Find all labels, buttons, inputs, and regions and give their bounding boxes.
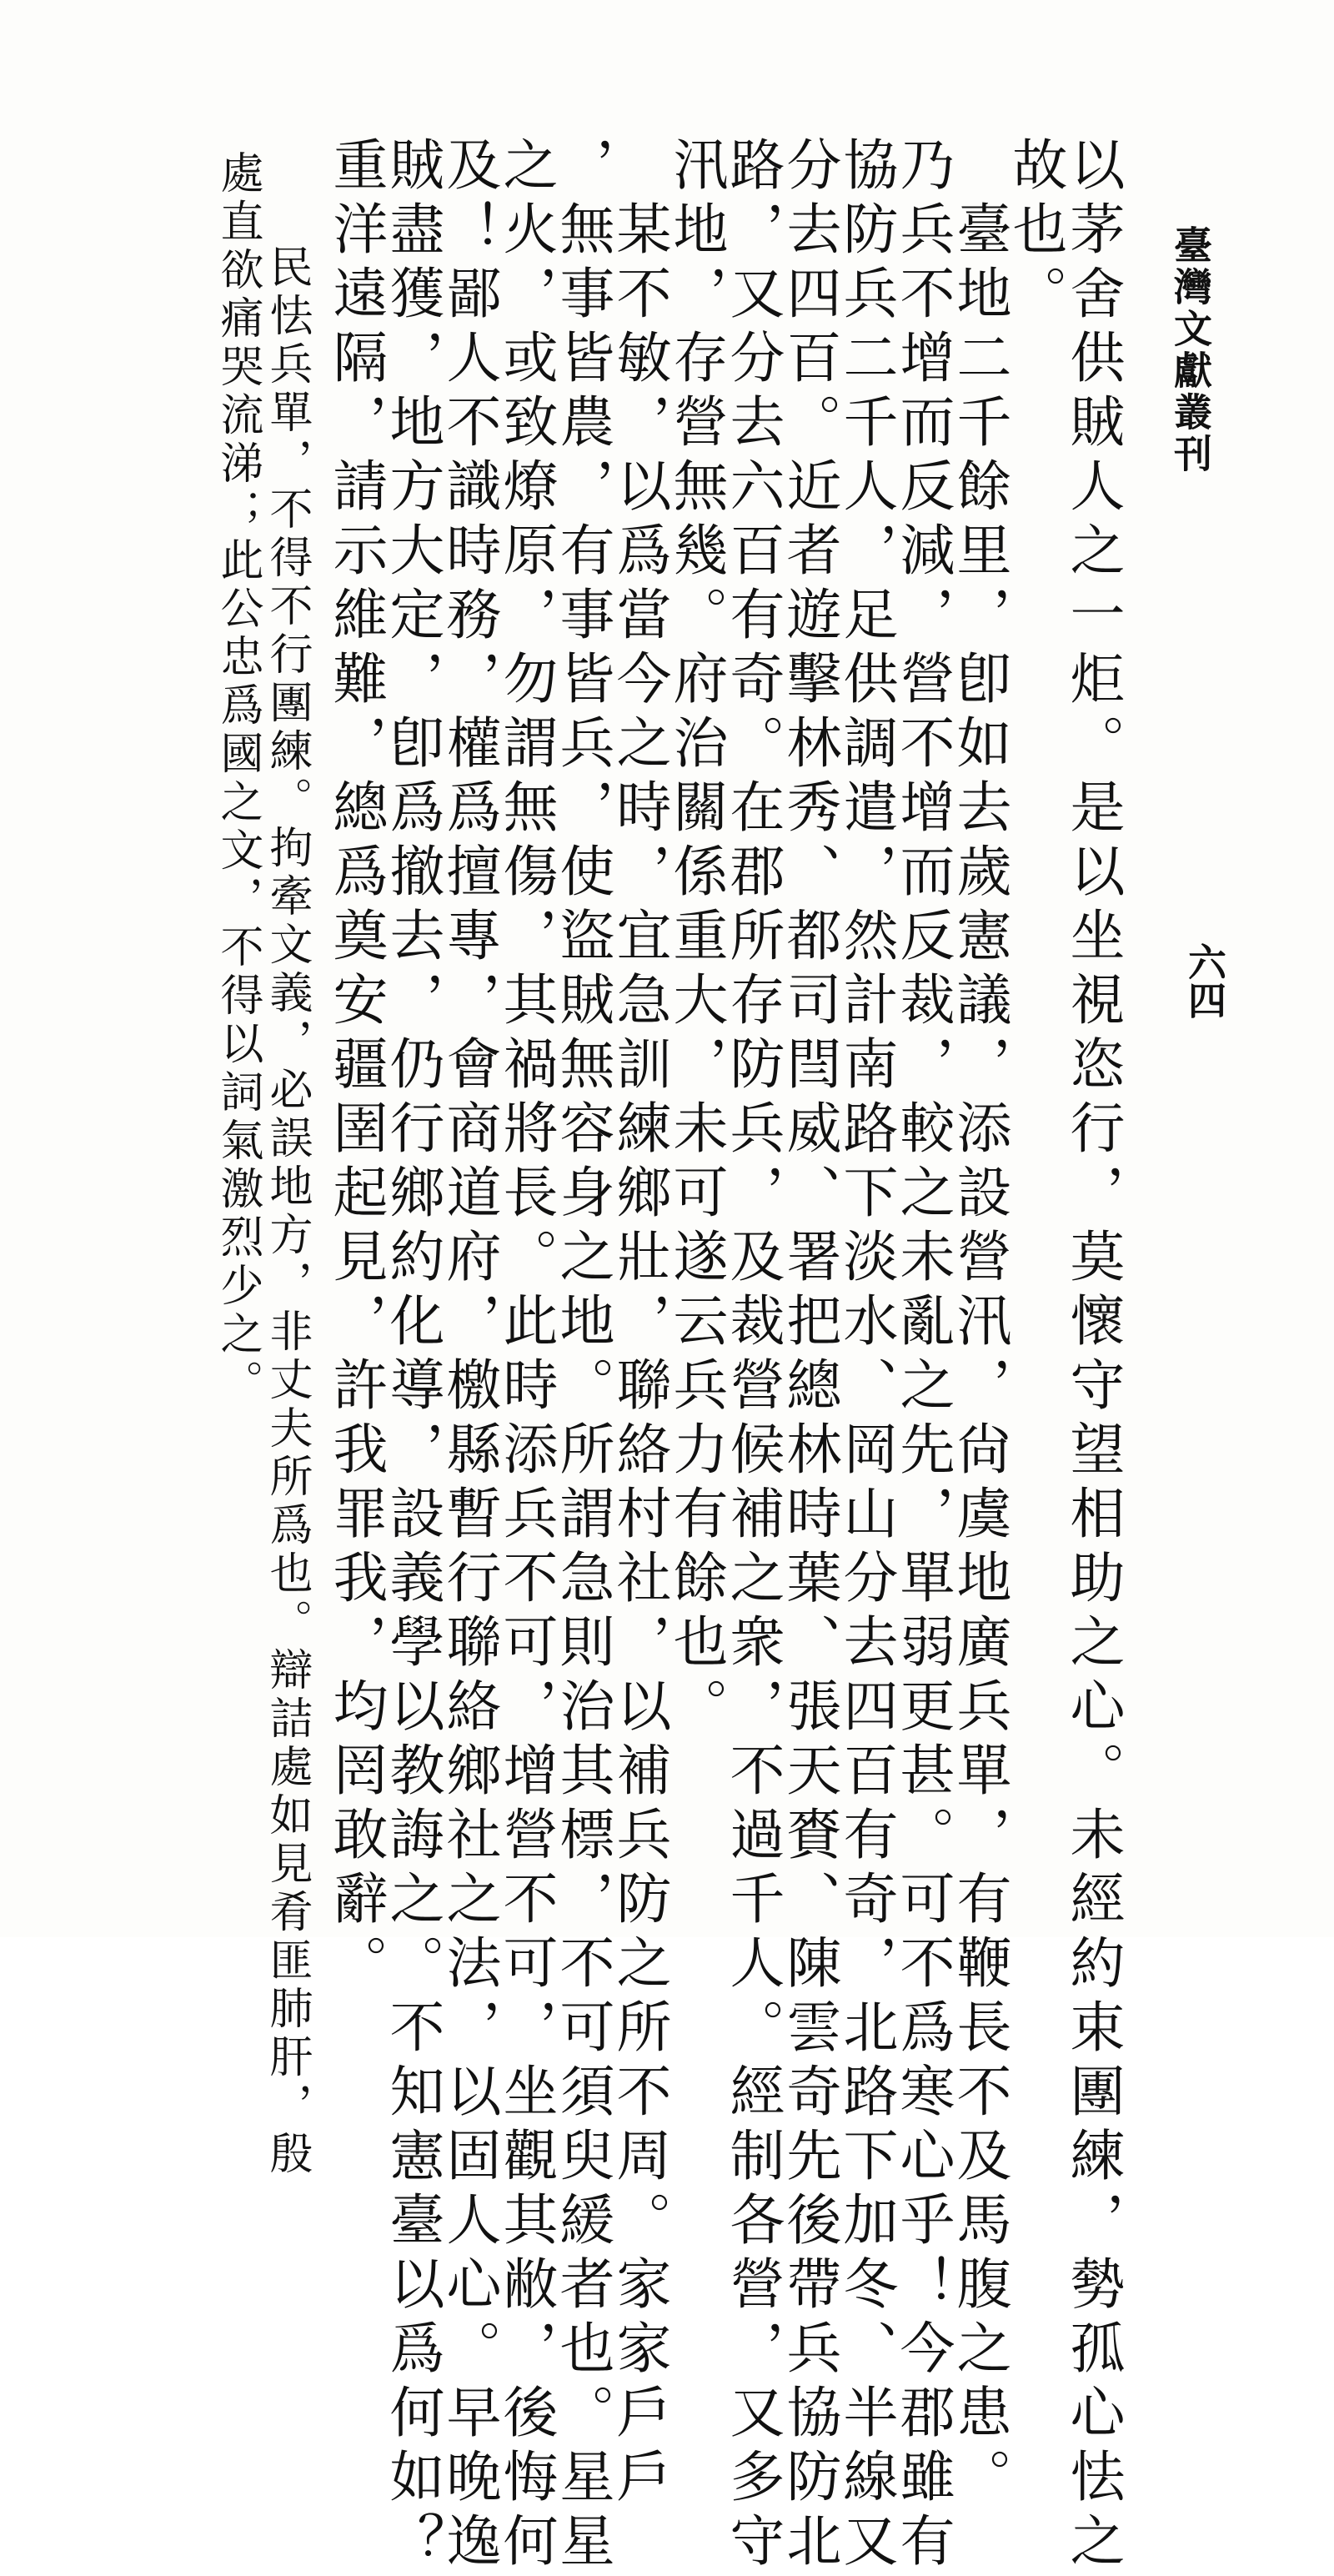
text-column: 以茅舍供賊人之一炬。是以坐視恣行，莫懷守望相助之心。未經約束團練，勢孤心怯之	[1061, 136, 1125, 2576]
text-column: 之火，或致燎原，勿謂無傷，其禍將長。此時添兵不可，增營不可，坐觀其敝，後悔何	[494, 136, 558, 2576]
page-number: 六四	[1182, 942, 1227, 1019]
commentary-column: 民怯兵單，不得不行團練。拘牽文義，必誤地方，非丈夫所爲也。辯詰處如見肴匪肺肝，殷	[262, 196, 312, 2179]
text-column: 臺地二千餘里，卽如去歲憲議，添設營汛，尙虞地廣兵單，有鞭長不及馬腹之患。	[947, 136, 1011, 2512]
text-column: 賊盡獲，地方大定，卽爲撤去，仍行鄉約化導，設義學以教誨之。不知憲臺以爲何如？	[380, 136, 444, 2576]
running-header-title: 臺灣文獻叢刊	[1168, 225, 1213, 475]
text-column: 及！鄙人不識時務，權爲擅專，會商道府，檄縣暫行聯絡鄉社之法，以固人心。早晚逸	[437, 136, 501, 2576]
text-column: 路，又分去六百有奇。在郡所存防兵，及裁營候補之衆，不過千人。經制各營，又多守	[720, 136, 785, 2576]
commentary-column: 處直欲痛哭流涕；此公忠爲國之文，不得以詞氣激烈少之。	[213, 150, 263, 1408]
text-column: 汛地，存營無幾。府治關係重大，未可遂云兵力有餘也。	[664, 136, 728, 1741]
text-column: 協防兵二千人，足供調遣，然計南路下淡水、岡山分去四百有奇，北路下加冬、半線又	[834, 136, 898, 2576]
text-column: 重洋遠隔，請示維難，總爲奠安疆圉起見，許我罪我，均罔敢辭。	[323, 136, 388, 1998]
text-column: 分去四百。近者遊擊林秀、都司閆威、署把總林時葉、張天賚、陳雲奇先後帶兵協防北	[777, 136, 841, 2576]
text-column: ，無事皆農，有事皆兵，使盜賊無容身之地。所謂急則治其標，不可須臾緩者也。星星	[550, 136, 614, 2576]
text-column: 某不敏，以爲當今之時，宜急訓練鄉壯，聯絡村社，以補兵防之所不周。家家戶戶	[607, 136, 671, 2512]
text-column: 故也。	[1003, 136, 1067, 329]
text-column: 乃兵不增而反減，營不增而反裁，較之未亂之先，單弱更甚。可不爲寒心乎！今郡雖有	[890, 136, 955, 2576]
